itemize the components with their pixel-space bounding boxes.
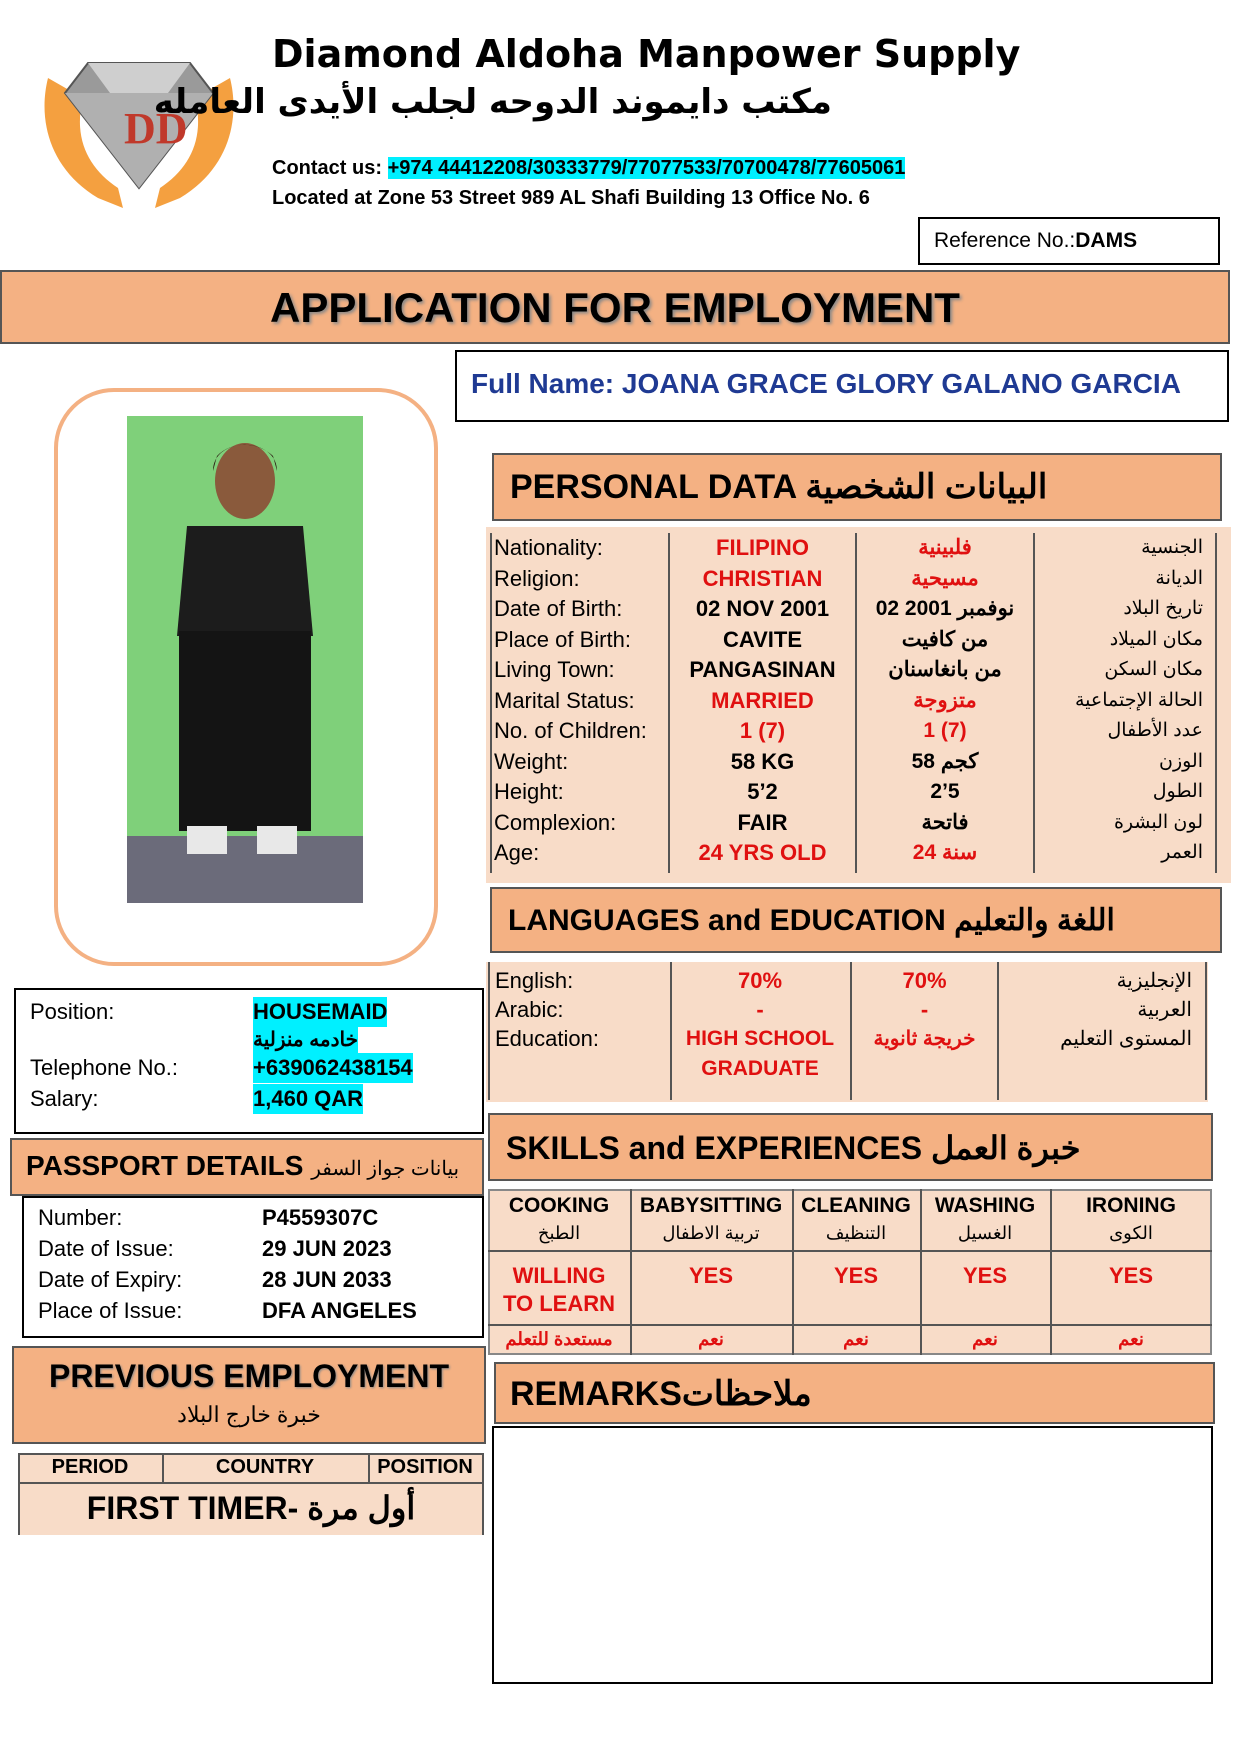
skill-name-ar: الكوى — [1109, 1223, 1153, 1243]
lang-education-value-2: GRADUATE — [701, 1057, 819, 1080]
personal-value: MARRIED — [711, 688, 814, 713]
personal-value-ar: 02 نوفمبر 2001 — [875, 597, 1015, 620]
lang-arabic-value: - — [756, 997, 764, 1022]
skill-name-ar: التنظيف — [825, 1223, 887, 1243]
personal-label-ar: الطول — [1152, 781, 1203, 802]
skill-value-ar: مستعدة للتعلم — [505, 1329, 613, 1349]
lang-arabic-label-ar: العربية — [1137, 999, 1192, 1021]
skill-value: YES — [962, 1263, 1008, 1288]
personal-title-en: PERSONAL DATA — [510, 468, 806, 506]
personal-value: FAIR — [737, 810, 788, 835]
personal-value-ar: 1 (7) — [923, 719, 967, 742]
personal-data-header — [492, 453, 1222, 521]
skill-value-ar: نعم — [1118, 1329, 1144, 1349]
personal-label-ar: الديانة — [1155, 568, 1203, 589]
address-line: Located at Zone 53 Street 989 AL Shafi Building 13 Office No. 6 — [272, 187, 870, 209]
personal-value-ar: مسيحية — [911, 567, 979, 590]
reference-value: DAMS — [1075, 229, 1138, 252]
personal-label-ar: تاريخ البلاد — [1123, 598, 1203, 619]
passport-issue-value: 29 JUN 2023 — [262, 1236, 392, 1261]
personal-label: Place of Birth: — [494, 627, 631, 652]
personal-value-ar: فاتحة — [921, 811, 969, 834]
personal-value-ar: 24 سنة — [912, 841, 978, 864]
skill-name: COOKING — [508, 1194, 610, 1217]
personal-value: CHRISTIAN — [702, 566, 823, 591]
passport-title-en: PASSPORT DETAILS — [26, 1150, 312, 1181]
full-name-box — [455, 350, 1229, 422]
personal-label-ar: العمر — [1161, 842, 1203, 863]
personal-label-ar: لون البشرة — [1113, 812, 1203, 833]
passport-title-ar: بيانات جواز السفر — [311, 1158, 460, 1180]
personal-label: Date of Birth: — [494, 596, 623, 621]
skill-value: YES — [1108, 1263, 1154, 1288]
personal-value: 58 KG — [730, 749, 795, 774]
lang-education-value-ar: خريجة ثانوية — [873, 1028, 976, 1050]
personal-value: 5’2 — [747, 779, 778, 804]
personal-label: Nationality: — [494, 535, 603, 560]
personal-label: Religion: — [494, 566, 580, 591]
personal-value: CAVITE — [722, 627, 803, 652]
skill-name-ar: الطبخ — [537, 1223, 581, 1243]
reference-label: Reference No.: — [934, 229, 1076, 252]
skill-name: IRONING — [1086, 1194, 1176, 1217]
skill-value-ar: نعم — [972, 1329, 998, 1349]
col-period: PERIOD — [51, 1456, 129, 1478]
personal-label: Weight: — [494, 749, 569, 774]
lang-english-value-ar: 70% — [902, 968, 947, 993]
personal-label: Living Town: — [494, 657, 615, 682]
applicant-photo — [127, 416, 363, 903]
skill-name: CLEANING — [801, 1194, 911, 1217]
contact-numbers: +974 44412208/30333779/77077533/70700478/77605061 — [387, 157, 906, 179]
personal-label: Marital Status: — [494, 688, 635, 713]
company-name-en: Diamond Aldoha Manpower Supply — [272, 32, 1021, 76]
remarks-header — [494, 1362, 1215, 1424]
col-country: COUNTRY — [215, 1456, 315, 1478]
previous-title-en: PREVIOUS EMPLOYMENT — [48, 1358, 450, 1394]
languages-title-en: LANGUAGES and EDUCATION — [508, 904, 955, 937]
lang-english-label-ar: الإنجليزية — [1116, 970, 1192, 992]
skill-name: WASHING — [934, 1194, 1036, 1217]
skills-title-en: SKILLS and EXPERIENCES — [506, 1130, 931, 1166]
skill-value: YES — [688, 1263, 734, 1288]
lang-arabic-label: Arabic: — [495, 997, 564, 1022]
remarks-title-en: REMARKS — [510, 1375, 682, 1413]
col-position: POSITION — [377, 1456, 473, 1478]
personal-value-ar: فلبينية — [918, 536, 972, 559]
personal-value-ar: 58 كجم — [911, 750, 979, 773]
lang-education-label-ar: المستوى التعليم — [1060, 1028, 1192, 1050]
position-value: HOUSEMAID — [253, 997, 387, 1027]
personal-value-ar: متزوجة — [913, 689, 977, 712]
skills-title-ar: خبرة العمل — [930, 1130, 1081, 1166]
contact-line — [272, 157, 905, 180]
personal-value: PANGASINAN — [689, 657, 836, 682]
personal-label-ar: الوزن — [1158, 751, 1203, 772]
previous-title-ar: خبرة خارج البلاد — [177, 1402, 321, 1427]
position-value-ar: خادمه منزلية — [253, 1025, 358, 1055]
lang-english-value: 70% — [737, 968, 783, 993]
languages-title-ar: اللغة والتعليم — [954, 904, 1115, 937]
personal-label-ar: عدد الأطفال — [1107, 720, 1203, 741]
skill-value: YES — [833, 1263, 879, 1288]
previous-value: FIRST TIMER- أول مرة — [86, 1490, 416, 1526]
position-label: Position: — [30, 999, 115, 1024]
passport-issue-label: Date of Issue: — [38, 1236, 174, 1261]
lang-english-label: English: — [495, 968, 574, 993]
personal-label-ar: مكان السكن — [1104, 659, 1203, 680]
languages-header — [490, 887, 1222, 953]
full-name-label: Full Name: — [471, 368, 622, 399]
personal-label: Age: — [494, 840, 540, 865]
personal-value-ar: 2’5 — [930, 780, 960, 803]
personal-value: FILIPINO — [716, 535, 809, 560]
passport-expiry-value: 28 JUN 2033 — [262, 1267, 392, 1292]
personal-label-ar: الحالة الإجتماعية — [1075, 690, 1203, 711]
personal-value-ar: من كافيت — [901, 628, 989, 651]
passport-number-value: P4559307C — [262, 1205, 379, 1230]
phone-label: Telephone No.: — [30, 1055, 178, 1080]
passport-header — [10, 1138, 484, 1196]
personal-value: 1 (7) — [739, 718, 786, 743]
lang-education-value-1: HIGH SCHOOL — [685, 1027, 835, 1050]
skills-header — [488, 1113, 1213, 1181]
full-name-value: JOANA GRACE GLORY GALANO GARCIA — [621, 368, 1181, 399]
skill-value-ar: نعم — [698, 1329, 724, 1349]
skill-name-ar: تربية الاطفال — [662, 1223, 760, 1243]
lang-education-label: Education: — [495, 1026, 599, 1051]
skill-name: BABYSITTING — [639, 1194, 783, 1217]
personal-label-ar: الجنسية — [1141, 537, 1203, 558]
passport-number-label: Number: — [38, 1205, 123, 1230]
personal-value: 02 NOV 2001 — [695, 596, 830, 621]
phone-value: +639062438154 — [253, 1053, 413, 1083]
passport-place-label: Place of Issue: — [38, 1298, 183, 1323]
personal-label: No. of Children: — [494, 718, 647, 743]
logo-letters: DD — [124, 104, 188, 153]
lang-arabic-value-ar: - — [920, 997, 929, 1022]
personal-value-ar: من بانغاسنان — [888, 658, 1002, 681]
personal-value: 24 YRS OLD — [698, 840, 827, 865]
skill-value: WILLING TO LEARN — [502, 1263, 616, 1316]
reference-box — [918, 217, 1220, 265]
salary-value: 1,460 QAR — [253, 1084, 363, 1114]
personal-label: Height: — [494, 779, 564, 804]
personal-title-ar: البيانات الشخصية — [805, 468, 1048, 506]
skill-name-ar: الغسيل — [957, 1223, 1013, 1243]
contact-label: Contact us: — [272, 157, 388, 179]
company-logo — [28, 38, 250, 213]
personal-label-ar: مكان الميلاد — [1109, 629, 1203, 650]
remarks-box — [492, 1426, 1213, 1684]
company-name-ar: مكتب دايموند الدوحه لجلب الأيدى العامله — [153, 82, 832, 122]
remarks-title-ar: ملاحظات — [681, 1375, 812, 1413]
passport-place-value: DFA ANGELES — [262, 1298, 417, 1323]
skill-value-ar: نعم — [843, 1329, 869, 1349]
salary-label: Salary: — [30, 1086, 99, 1111]
application-title: APPLICATION FOR EMPLOYMENT — [270, 284, 960, 331]
passport-expiry-label: Date of Expiry: — [38, 1267, 183, 1292]
personal-label: Complexion: — [494, 810, 617, 835]
